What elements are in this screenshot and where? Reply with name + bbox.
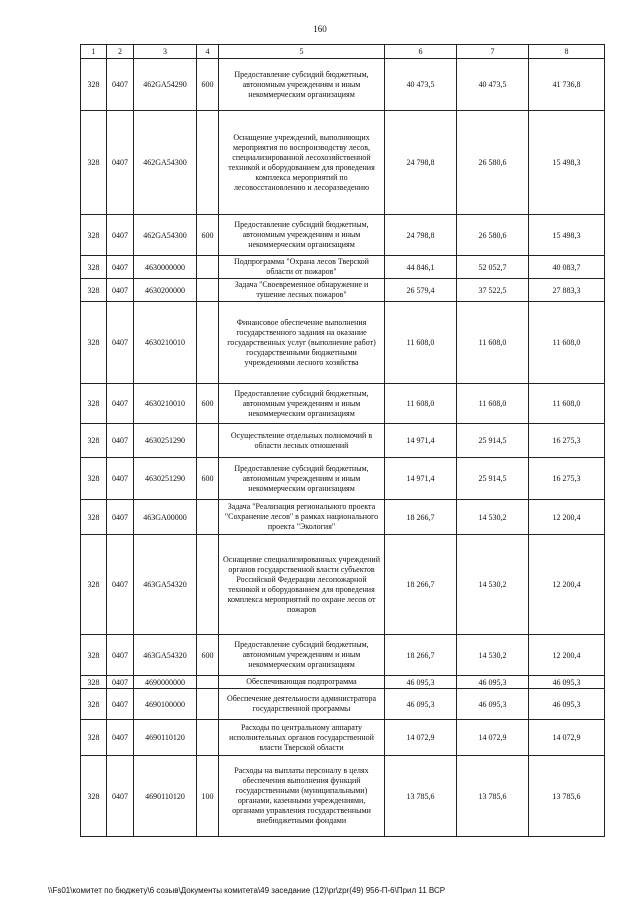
cell-c8: 41 736,8 [529,59,605,111]
cell-c1: 328 [81,256,107,279]
table-body [81,59,605,837]
cell-c8: 12 200,4 [529,500,605,535]
column-header: 4 [197,45,219,59]
cell-c6: 13 785,6 [385,756,457,837]
cell-c4 [197,676,219,689]
cell-c3: 462GA54300 [134,215,197,256]
cell-c4 [197,720,219,756]
cell-c7: 25 914,5 [457,458,529,500]
cell-c6: 46 095,3 [385,689,457,720]
table-row [81,111,605,215]
cell-c8: 12 200,4 [529,535,605,635]
cell-c5: Финансовое обеспечение выполнения государственного задания на оказание государственных услуг (выполнение работ) государственными бюджетными учреждениями лесного хозяйства [219,302,385,384]
cell-c2: 0407 [107,676,134,689]
cell-c7: 26 580,6 [457,111,529,215]
cell-c6: 11 608,0 [385,384,457,424]
cell-c3: 463GA54320 [134,535,197,635]
cell-c7: 13 785,6 [457,756,529,837]
column-header: 2 [107,45,134,59]
cell-c2: 0407 [107,500,134,535]
cell-c3: 4630210010 [134,302,197,384]
cell-c1: 328 [81,215,107,256]
cell-c2: 0407 [107,720,134,756]
cell-c8: 46 095,3 [529,689,605,720]
table-row [81,535,605,635]
cell-c2: 0407 [107,756,134,837]
cell-c1: 328 [81,689,107,720]
cell-c7: 14 072,9 [457,720,529,756]
cell-c4 [197,111,219,215]
cell-c8: 11 608,0 [529,302,605,384]
cell-c7: 14 530,2 [457,500,529,535]
cell-c1: 328 [81,458,107,500]
cell-c4: 600 [197,458,219,500]
cell-c3: 462GA54290 [134,59,197,111]
cell-c3: 4630200000 [134,279,197,302]
table-row [81,635,605,676]
cell-c4: 600 [197,635,219,676]
cell-c4: 600 [197,59,219,111]
cell-c4 [197,424,219,458]
cell-c6: 46 095,3 [385,676,457,689]
cell-c8: 11 608,0 [529,384,605,424]
cell-c2: 0407 [107,458,134,500]
cell-c3: 4630000000 [134,256,197,279]
cell-c3: 463GA54320 [134,635,197,676]
table-row [81,59,605,111]
cell-c3: 4630251290 [134,458,197,500]
budget-table [80,44,605,837]
cell-c5: Расходы по центральному аппарату исполнительных органов государственной власти Тверской области [219,720,385,756]
cell-c7: 52 052,7 [457,256,529,279]
cell-c6: 26 579,4 [385,279,457,302]
cell-c3: 4630251290 [134,424,197,458]
cell-c6: 14 971,4 [385,424,457,458]
cell-c5: Предоставление субсидий бюджетным, автономным учреждениям и иным некоммерческим организациям [219,215,385,256]
cell-c4 [197,500,219,535]
cell-c1: 328 [81,111,107,215]
cell-c6: 14 072,9 [385,720,457,756]
cell-c2: 0407 [107,635,134,676]
table-row [81,256,605,279]
cell-c8: 14 072,9 [529,720,605,756]
cell-c5: Обеспечение деятельности администратора государственной программы [219,689,385,720]
cell-c1: 328 [81,302,107,384]
cell-c5: Оснащение специализированных учреждений органов государственной власти субъектов Российской Федерации лесопожарной техникой и оборудованием для проведения комплекса мероприятий по охране лесов от пожаров [219,535,385,635]
column-header: 1 [81,45,107,59]
page-number: 160 [313,24,327,34]
column-header: 3 [134,45,197,59]
cell-c7: 46 095,3 [457,689,529,720]
cell-c2: 0407 [107,302,134,384]
table-header-row [81,45,605,59]
cell-c6: 18 266,7 [385,535,457,635]
column-header: 5 [219,45,385,59]
cell-c3: 4630210010 [134,384,197,424]
table-row [81,302,605,384]
cell-c3: 463GA00000 [134,500,197,535]
column-header: 6 [385,45,457,59]
cell-c8: 27 883,3 [529,279,605,302]
cell-c3: 4690100000 [134,689,197,720]
cell-c4 [197,689,219,720]
cell-c4 [197,535,219,635]
cell-c1: 328 [81,59,107,111]
cell-c6: 44 846,1 [385,256,457,279]
cell-c1: 328 [81,535,107,635]
cell-c8: 16 275,3 [529,424,605,458]
column-header: 7 [457,45,529,59]
cell-c1: 328 [81,720,107,756]
cell-c1: 328 [81,384,107,424]
cell-c6: 18 266,7 [385,635,457,676]
cell-c4: 600 [197,384,219,424]
cell-c1: 328 [81,279,107,302]
cell-c7: 14 530,2 [457,535,529,635]
table-row [81,279,605,302]
cell-c2: 0407 [107,215,134,256]
cell-c6: 24 798,8 [385,111,457,215]
cell-c8: 40 083,7 [529,256,605,279]
cell-c6: 18 266,7 [385,500,457,535]
cell-c4: 100 [197,756,219,837]
cell-c8: 13 785,6 [529,756,605,837]
cell-c7: 25 914,5 [457,424,529,458]
cell-c5: Предоставление субсидий бюджетным, автономным учреждениям и иным некоммерческим организациям [219,59,385,111]
cell-c2: 0407 [107,111,134,215]
cell-c5: Предоставление субсидий бюджетным, автономным учреждениям и иным некоммерческим организациям [219,635,385,676]
cell-c8: 15 498,3 [529,215,605,256]
cell-c7: 11 608,0 [457,302,529,384]
cell-c6: 11 608,0 [385,302,457,384]
cell-c2: 0407 [107,59,134,111]
cell-c7: 26 580,6 [457,215,529,256]
table-row [81,500,605,535]
cell-c5: Задача "Реализация регионального проекта "Сохранение лесов" в рамках национального проекта "Экология" [219,500,385,535]
cell-c5: Расходы на выплаты персоналу в целях обеспечения выполнения функций государственными (муниципальными) органами, казенными учреждениями, органами управления государственными внебюджетными фондами [219,756,385,837]
cell-c4 [197,302,219,384]
cell-c8: 46 095,3 [529,676,605,689]
cell-c4 [197,279,219,302]
cell-c5: Обеспечивающая подпрограмма [219,676,385,689]
cell-c4 [197,256,219,279]
column-header: 8 [529,45,605,59]
cell-c5: Оснащение учреждений, выполняющих мероприятия по воспроизводству лесов, специализированной лесохозяйственной техникой и оборудованием для проведения комплекса мероприятий по лесовосстановлению и лесоразведению [219,111,385,215]
cell-c7: 40 473,5 [457,59,529,111]
cell-c3: 4690000000 [134,676,197,689]
cell-c3: 4690110120 [134,720,197,756]
cell-c2: 0407 [107,279,134,302]
cell-c7: 37 522,5 [457,279,529,302]
cell-c3: 4690110120 [134,756,197,837]
cell-c8: 12 200,4 [529,635,605,676]
table-row [81,689,605,720]
cell-c4: 600 [197,215,219,256]
table-row [81,720,605,756]
cell-c7: 46 095,3 [457,676,529,689]
cell-c5: Подпрограмма "Охрана лесов Тверской области от пожаров" [219,256,385,279]
cell-c6: 24 798,8 [385,215,457,256]
cell-c1: 328 [81,676,107,689]
cell-c8: 15 498,3 [529,111,605,215]
cell-c1: 328 [81,635,107,676]
file-path-footer: \\Fs01\комитет по бюджету\6 созыв\Документы комитета\49 заседание (12)\pr\zpr(49) 956-П-6\Прил 11 ВСР [48,886,446,895]
cell-c2: 0407 [107,256,134,279]
table-row [81,384,605,424]
cell-c2: 0407 [107,424,134,458]
table-row [81,458,605,500]
cell-c6: 14 971,4 [385,458,457,500]
cell-c1: 328 [81,424,107,458]
table-row [81,215,605,256]
table-row [81,756,605,837]
cell-c8: 16 275,3 [529,458,605,500]
table-row [81,676,605,689]
cell-c1: 328 [81,500,107,535]
cell-c2: 0407 [107,689,134,720]
cell-c5: Предоставление субсидий бюджетным, автономным учреждениям и иным некоммерческим организациям [219,384,385,424]
cell-c2: 0407 [107,535,134,635]
cell-c2: 0407 [107,384,134,424]
cell-c6: 40 473,5 [385,59,457,111]
cell-c3: 462GA54300 [134,111,197,215]
cell-c7: 11 608,0 [457,384,529,424]
cell-c5: Осуществление отдельных полномочий в области лесных отношений [219,424,385,458]
cell-c5: Задача "Своевременное обнаружение и тушение лесных пожаров" [219,279,385,302]
cell-c1: 328 [81,756,107,837]
cell-c7: 14 530,2 [457,635,529,676]
table-row [81,424,605,458]
cell-c5: Предоставление субсидий бюджетным, автономным учреждениям и иным некоммерческим организациям [219,458,385,500]
